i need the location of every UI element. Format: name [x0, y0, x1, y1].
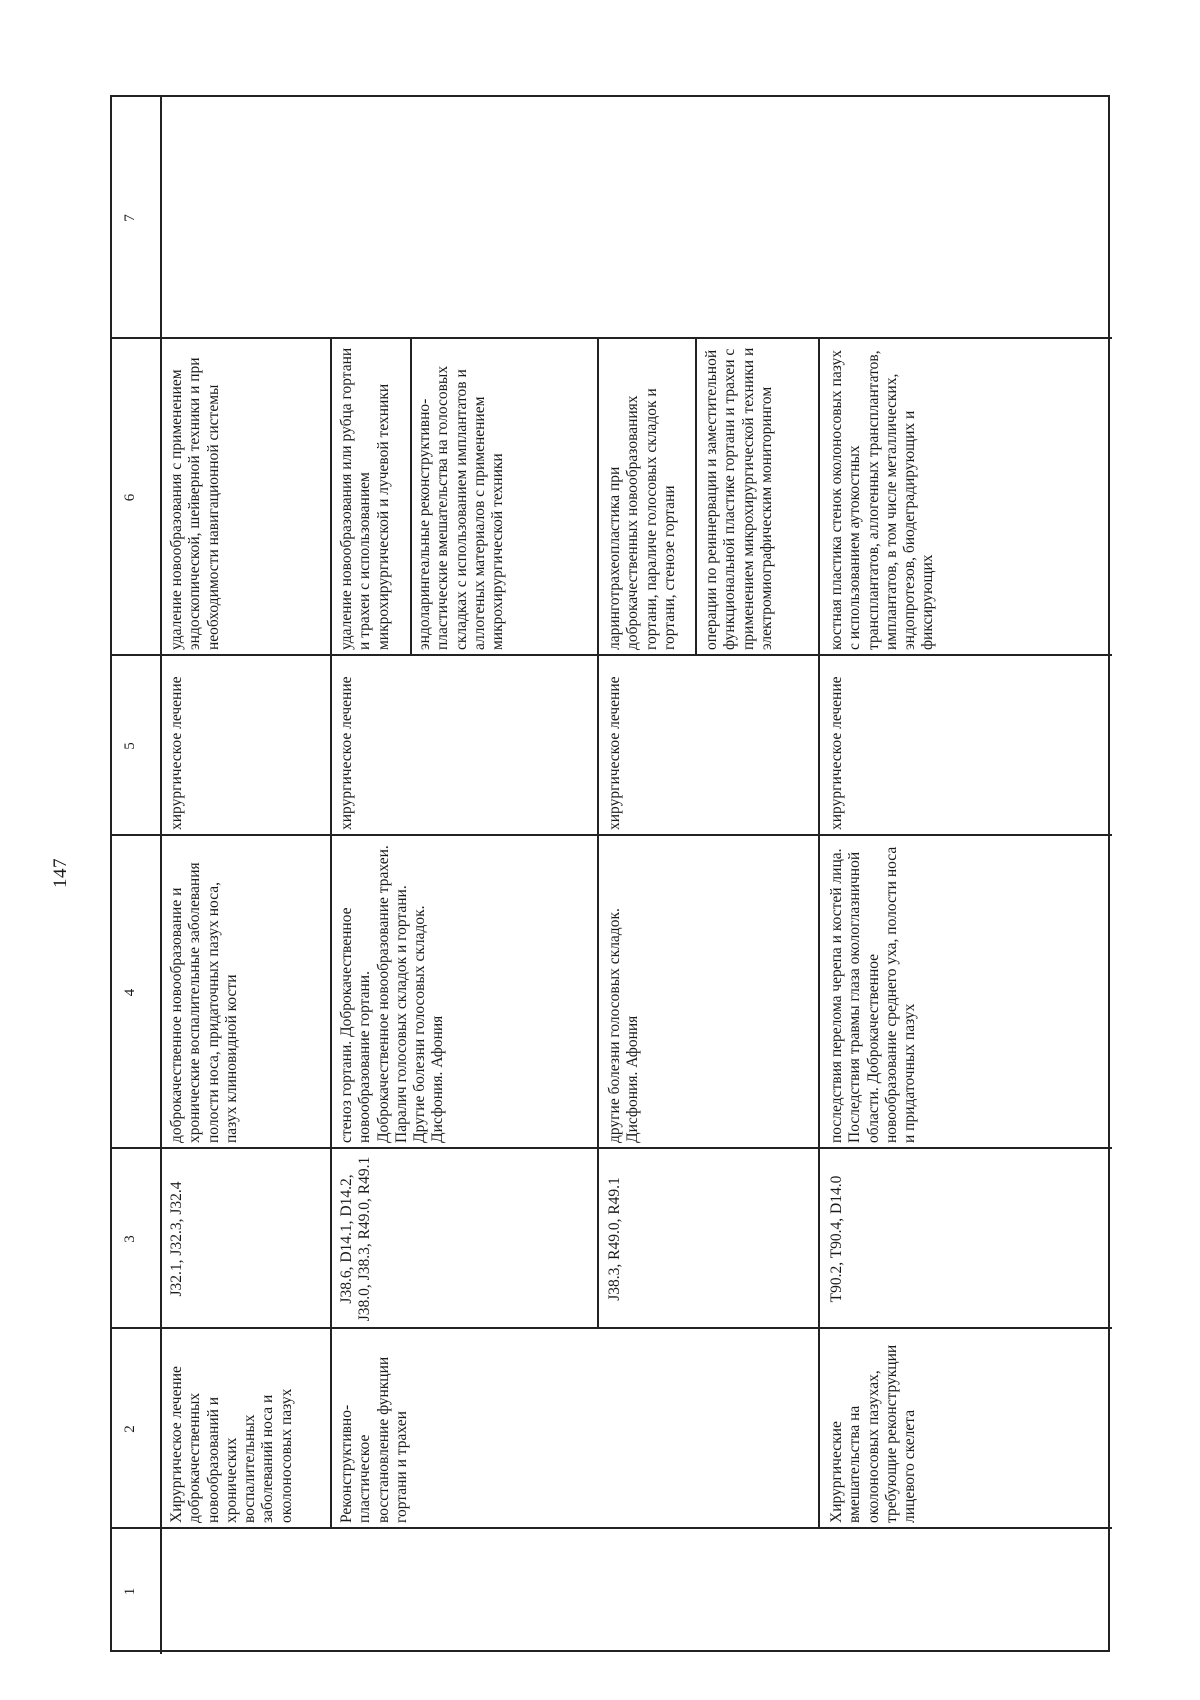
header-col-5: 5	[122, 742, 138, 750]
row4-method: костная пластика стенок околоносовых пазух с использованием аутокостных трансплантатов, аллогенных трансплантатов, имплантатов, в том числе металлических, эндопротезов, биодеградирующих и фиксирующих	[828, 349, 937, 650]
row2-method-1: удаление новообразования или рубца гортани и трахеи с использованием микрохирургической и лучевой техники	[338, 347, 392, 650]
row-divider	[818, 339, 820, 1529]
row-divider	[330, 339, 332, 1529]
row2-condition-group: Реконструктивно-пластическое восстановление функции гортани и трахеи	[338, 1356, 410, 1523]
header-col-6: 6	[122, 493, 138, 502]
row2-icd-codes: J38.6, D14.1, D14.2, J38.0, J38.3, R49.0, R49.1	[338, 1156, 374, 1322]
row2-method-2: эндоларингеальные реконструктивно-пластические вмешательства на голосовых складках с использованием имплантатов и аллогеных материалов с применением микрохирургической техники	[416, 365, 507, 650]
page-number: 147	[50, 858, 71, 888]
row1-condition-group: Хирургическое лечение доброкачественных новообразований и хронических воспалительных заболеваний носа и околоносовых пазух	[168, 1366, 295, 1523]
row1-icd-codes: J32.1, J32.3, J32.4	[168, 1181, 185, 1297]
row2-diagnosis: стеноз гортани. Доброкачественное новообразование гортани. Доброкачественное новообразование трахеи. Паралич голосовых складок и гортани. Другие болезни голосовых складок. Дисфония. Афония	[338, 845, 447, 1143]
header-col-2: 2	[122, 1425, 138, 1433]
row-divider	[597, 339, 599, 1329]
header-col-1: 1	[122, 1587, 138, 1596]
header-col-4: 4	[122, 988, 138, 997]
header-divider	[160, 97, 162, 1654]
row3-method-2: операции по реиннервации и заместительной функциональной пластике гортани и трахеи с применением микрохирургической техники и электромиографическим мониторингом	[703, 347, 775, 650]
row1-treatment-type: хирургическое лечение	[168, 676, 185, 830]
row3-treatment-type: хирургическое лечение	[606, 676, 623, 830]
procedures-table	[110, 95, 1110, 1652]
header-col-3: 3	[122, 1235, 138, 1243]
header-col-7: 7	[122, 214, 138, 222]
table-rotated-content	[112, 97, 1112, 1654]
row4-treatment-type: хирургическое лечение	[828, 676, 845, 830]
row3-method-1: ларинготрахеопластика при доброкачественных новообразованиях гортани, параличе голосовых складок и гортани, стенозе гортани	[606, 388, 678, 650]
row4-icd-codes: T90.2, T90.4, D14.0	[828, 1175, 845, 1303]
row4-condition-group: Хирургические вмешательства на околоносовых пазухах, требующие реконструкции лицевого скелета	[828, 1344, 919, 1523]
row2-treatment-type: хирургическое лечение	[338, 676, 355, 830]
row1-method: удаление новообразования с применением эндоскопической, шейверной техники и при необходимости навигационной системы	[168, 357, 222, 650]
row1-diagnosis: доброкачественное новообразование и хронические воспалительные заболевания полости носа, придаточных пазух носа, пазух клиновидной кости	[168, 862, 240, 1143]
row4-diagnosis: последствия перелома черепа и костей лица. Последствия травмы глаза окологлазничной области. Доброкачественное новообразование среднего уха, полости носа и придаточных пазух	[828, 846, 919, 1143]
row3-icd-codes: J38.3, R49.0, R49.1	[606, 1177, 623, 1301]
row3-diagnosis: другие болезни голосовых складок. Дисфония. Афония	[606, 908, 642, 1143]
subrow-divider	[695, 339, 697, 656]
